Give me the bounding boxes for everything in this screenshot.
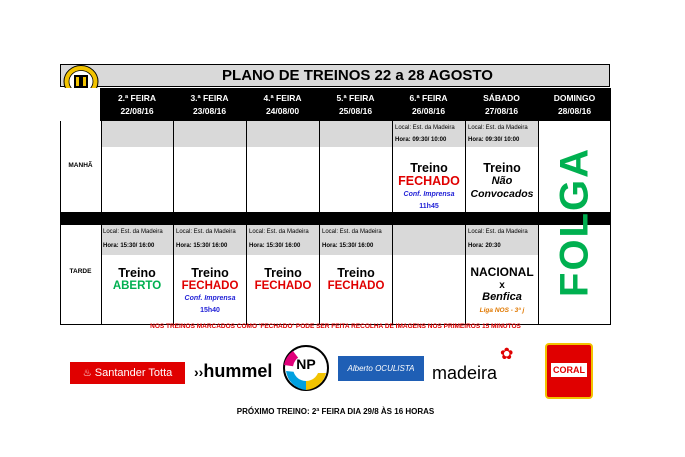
day-header-saturday: SÁBADO 27/08/16 (465, 88, 538, 121)
day-header-monday: 2.ª FEIRA 22/08/16 (101, 88, 173, 121)
friday-morning-status: FECHADO (398, 174, 460, 188)
sponsor-santander-logo: ♨ Santander Totta (70, 362, 185, 384)
flame-icon: ♨ (82, 368, 92, 379)
saturday-morning-local: Local: Est. da Madeira (468, 125, 528, 131)
saturday-match-league: Liga NOS - 3ª j (479, 307, 525, 314)
monday-afternoon-time: Hora: 15:30/ 16:00 (103, 243, 155, 249)
day-header-friday: 6.ª FEIRA 26/08/16 (392, 88, 465, 121)
chevron-icon: ›› (194, 364, 204, 380)
friday-morning-time: Hora: 09:30/ 10:00 (395, 137, 447, 143)
monday-afternoon-line1: Treino (118, 266, 156, 280)
tuesday-afternoon-line1: Treino (191, 266, 229, 280)
sponsor-coral-logo: CORAL (545, 343, 593, 399)
folga-text: FOLGA (552, 147, 597, 297)
thursday-afternoon-time: Hora: 15:30/ 16:00 (322, 243, 374, 249)
saturday-afternoon-time: Hora: 20:30 (468, 243, 501, 249)
row-label-afternoon: TARDE (69, 268, 92, 275)
page-title: PLANO DE TREINOS 22 a 28 AGOSTO (222, 67, 493, 84)
tuesday-afternoon-status: FECHADO (181, 280, 239, 292)
thursday-afternoon-line1: Treino (337, 266, 375, 280)
saturday-morning-line3: Convocados (470, 188, 534, 200)
monday-afternoon-status: ABERTO (112, 280, 162, 292)
saturday-afternoon-local: Local: Est. da Madeira (468, 229, 528, 235)
day-header-tuesday: 3.ª FEIRA 23/08/16 (173, 88, 246, 121)
day-header-sunday: DOMINGO 28/08/16 (538, 88, 611, 121)
madeira-flower-icon: ✿ (500, 346, 514, 363)
tuesday-afternoon-time: Hora: 15:30/ 16:00 (176, 243, 228, 249)
friday-press-conference: Conf. Imprensa (403, 191, 455, 198)
tuesday-afternoon-local: Local: Est. da Madeira (176, 229, 236, 235)
friday-press-time: 11h45 (419, 203, 439, 210)
saturday-match-home: NACIONAL (470, 265, 534, 279)
friday-morning-line1: Treino (410, 161, 448, 175)
np-logo-text: NP (296, 356, 316, 372)
tuesday-press-time: 15h40 (200, 307, 220, 314)
next-training: PRÓXIMO TREINO: 2ª FEIRA DIA 29/8 ÀS 16 HORAS (236, 407, 435, 416)
sponsor-hummel-logo: ››hummel (194, 361, 273, 381)
header-corner (60, 88, 101, 121)
saturday-morning-line2: Não (491, 175, 513, 187)
day-header-wednesday: 4.ª FEIRA 24/08/00 (246, 88, 319, 121)
saturday-morning-time: Hora: 09:30/ 10:00 (468, 137, 520, 143)
thursday-afternoon-local: Local: Est. da Madeira (322, 229, 382, 235)
sponsor-alberto-logo: Alberto OCULISTA (338, 356, 424, 381)
wednesday-afternoon-local: Local: Est. da Madeira (249, 229, 309, 235)
wednesday-afternoon-time: Hora: 15:30/ 16:00 (249, 243, 301, 249)
sunday-rest-day (540, 130, 610, 315)
saturday-match-away: Benfica (482, 291, 522, 303)
morning-info-band (101, 121, 393, 147)
monday-afternoon-local: Local: Est. da Madeira (103, 229, 163, 235)
session-separator (60, 212, 611, 225)
row-label-morning: MANHÃ (68, 162, 93, 169)
sponsor-madeira-logo: madeira (432, 363, 498, 383)
wednesday-afternoon-line1: Treino (264, 266, 302, 280)
day-header-thursday: 5.ª FEIRA 25/08/16 (319, 88, 392, 121)
saturday-morning-line1: Treino (483, 161, 521, 175)
wednesday-afternoon-status: FECHADO (254, 280, 312, 292)
closed-session-notice: NOS TREINOS MARCADOS COMO 'FECHADO' PODE SER FEITA RECOLHA DE IMAGENS NOS PRIMEIROS 15 MINUTOS (150, 323, 521, 330)
friday-morning-local: Local: Est. da Madeira (395, 125, 455, 131)
saturday-match-x: x (499, 280, 505, 291)
tuesday-press-conference: Conf. Imprensa (184, 295, 236, 302)
thursday-afternoon-status: FECHADO (327, 280, 385, 292)
